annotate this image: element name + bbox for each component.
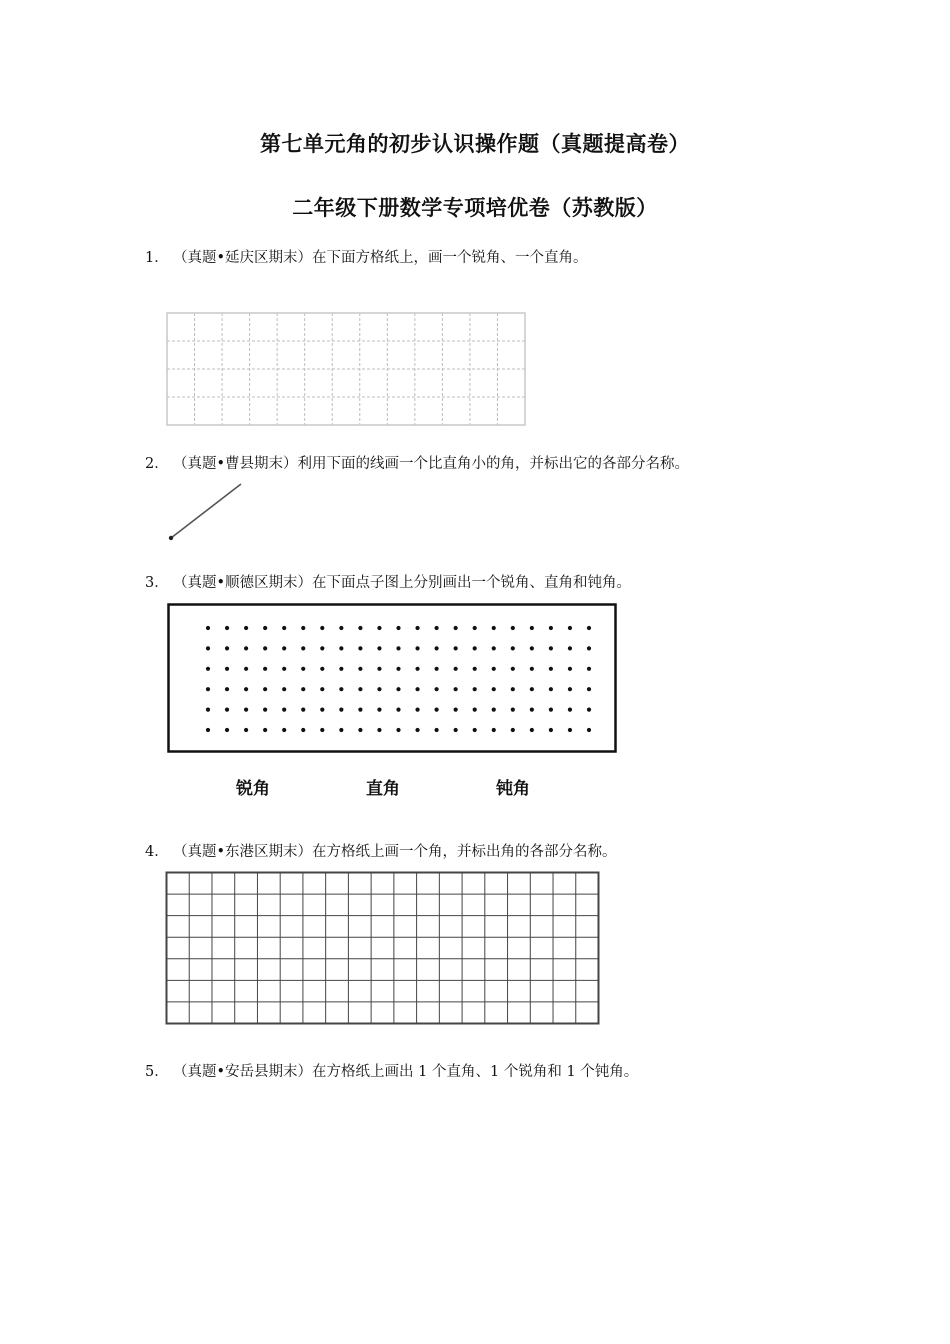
grid-dot[interactable] — [206, 626, 210, 630]
grid-dot[interactable] — [263, 646, 267, 650]
grid-dot[interactable] — [587, 667, 591, 671]
label-obtuse-angle: 钝角 — [496, 779, 530, 799]
grid-dot[interactable] — [454, 646, 458, 650]
grid-dot[interactable] — [225, 687, 229, 691]
grid-dot[interactable] — [339, 687, 343, 691]
grid-dot[interactable] — [263, 708, 267, 712]
grid-dot[interactable] — [282, 708, 286, 712]
grid-dot[interactable] — [301, 708, 305, 712]
question-5 — [145, 1060, 638, 1081]
grid-dot[interactable] — [263, 626, 267, 630]
grid-dot[interactable] — [244, 687, 248, 691]
grid-dot[interactable] — [473, 708, 477, 712]
grid-dot[interactable] — [549, 687, 553, 691]
grid-dot[interactable] — [301, 667, 305, 671]
grid-dot[interactable] — [320, 646, 324, 650]
question-text: （真题•顺德区期末）在下面点子图上分别画出一个锐角、直角和钝角。 — [173, 575, 632, 591]
grid-dot[interactable] — [358, 667, 362, 671]
grid-dot[interactable] — [244, 708, 248, 712]
grid-dot[interactable] — [568, 626, 572, 630]
dashed-grid-paper[interactable] — [166, 312, 526, 426]
grid-dot[interactable] — [225, 646, 229, 650]
grid-dot[interactable] — [454, 667, 458, 671]
question-number: 3． — [145, 575, 169, 591]
grid-dot[interactable] — [396, 667, 400, 671]
grid-dot[interactable] — [320, 667, 324, 671]
grid-dot[interactable] — [339, 646, 343, 650]
grid-dot[interactable] — [530, 687, 534, 691]
grid-dot[interactable] — [301, 626, 305, 630]
grid-dot[interactable] — [358, 728, 362, 732]
grid-dot[interactable] — [206, 667, 210, 671]
grid-dot[interactable] — [282, 667, 286, 671]
grid-dot[interactable] — [511, 626, 515, 630]
grid-dot[interactable] — [415, 687, 419, 691]
grid-dot[interactable] — [473, 687, 477, 691]
grid-dot[interactable] — [511, 708, 515, 712]
grid-dot[interactable] — [396, 687, 400, 691]
dot-grid-border — [169, 605, 616, 752]
grid-dot[interactable] — [473, 626, 477, 630]
grid-dot[interactable] — [206, 687, 210, 691]
label-right-angle: 直角 — [366, 779, 400, 799]
grid-dot[interactable] — [377, 728, 381, 732]
question-text: （真题•曹县期末）利用下面的线画一个比直角小的角，并标出它的各部分名称。 — [173, 456, 690, 472]
grid-dot[interactable] — [282, 646, 286, 650]
grid-dot[interactable] — [415, 708, 419, 712]
question-2 — [145, 452, 689, 473]
square-grid-paper[interactable] — [165, 871, 600, 1025]
grid-dot[interactable] — [282, 626, 286, 630]
question-3 — [145, 571, 631, 592]
grid-dot[interactable] — [473, 728, 477, 732]
grid-dot[interactable] — [206, 708, 210, 712]
grid-dot[interactable] — [225, 708, 229, 712]
grid-dot[interactable] — [454, 687, 458, 691]
grid-dot[interactable] — [320, 687, 324, 691]
grid-dot[interactable] — [492, 708, 496, 712]
question-number: 4． — [145, 844, 169, 860]
grid-dot[interactable] — [339, 728, 343, 732]
page-title: 第七单元角的初步认识操作题（真题提高卷） — [260, 132, 690, 156]
grid-dot[interactable] — [396, 728, 400, 732]
grid-dot[interactable] — [206, 728, 210, 732]
grid-dot[interactable] — [320, 728, 324, 732]
grid-dot[interactable] — [415, 728, 419, 732]
grid-dot[interactable] — [320, 708, 324, 712]
question-text: （真题•安岳县期末）在方格纸上画出 1 个直角、1 个锐角和 1 个钝角。 — [173, 1064, 639, 1080]
ray-endpoint — [169, 536, 173, 540]
grid-dot[interactable] — [454, 708, 458, 712]
grid-dot[interactable] — [568, 667, 572, 671]
grid-dot[interactable] — [435, 687, 439, 691]
grid-dot[interactable] — [396, 646, 400, 650]
grid-dot[interactable] — [530, 626, 534, 630]
grid-dot[interactable] — [568, 728, 572, 732]
grid-dot[interactable] — [435, 626, 439, 630]
grid-dot[interactable] — [549, 708, 553, 712]
grid-dot[interactable] — [435, 708, 439, 712]
grid-dot[interactable] — [282, 687, 286, 691]
dot-grid[interactable] — [167, 603, 617, 753]
grid-dot[interactable] — [377, 646, 381, 650]
grid-dot[interactable] — [396, 626, 400, 630]
grid-dot[interactable] — [435, 646, 439, 650]
grid-dot[interactable] — [492, 667, 496, 671]
grid-dot[interactable] — [587, 626, 591, 630]
question-4 — [145, 840, 617, 861]
label-acute-angle: 锐角 — [236, 779, 270, 799]
grid-dot[interactable] — [301, 646, 305, 650]
grid-dot[interactable] — [282, 728, 286, 732]
grid-dot[interactable] — [339, 667, 343, 671]
grid-dot[interactable] — [492, 646, 496, 650]
grid-dot[interactable] — [568, 646, 572, 650]
question-number: 5． — [145, 1064, 169, 1080]
grid-dot[interactable] — [587, 728, 591, 732]
question-text: （真题•延庆区期末）在下面方格纸上，画一个锐角、一个直角。 — [173, 250, 588, 266]
grid-border — [167, 313, 525, 425]
grid-dot[interactable] — [358, 708, 362, 712]
grid-dot[interactable] — [244, 728, 248, 732]
grid-dot[interactable] — [225, 626, 229, 630]
grid-dot[interactable] — [225, 728, 229, 732]
grid-dot[interactable] — [530, 667, 534, 671]
grid-dot[interactable] — [587, 646, 591, 650]
grid-dot[interactable] — [358, 646, 362, 650]
grid-dot[interactable] — [415, 646, 419, 650]
grid-dot[interactable] — [530, 708, 534, 712]
grid-dot[interactable] — [492, 626, 496, 630]
grid-dot[interactable] — [225, 667, 229, 671]
grid-dot[interactable] — [492, 728, 496, 732]
grid-dot[interactable] — [549, 667, 553, 671]
grid-dot[interactable] — [511, 687, 515, 691]
ray-line-figure[interactable] — [160, 478, 250, 548]
grid-dot[interactable] — [244, 667, 248, 671]
grid-dot[interactable] — [377, 708, 381, 712]
grid-dot[interactable] — [263, 667, 267, 671]
grid-dot[interactable] — [320, 626, 324, 630]
grid-dot[interactable] — [587, 708, 591, 712]
grid-dot[interactable] — [358, 687, 362, 691]
grid-dot[interactable] — [530, 728, 534, 732]
grid-dot[interactable] — [549, 626, 553, 630]
grid-dot[interactable] — [530, 646, 534, 650]
grid-dot[interactable] — [415, 626, 419, 630]
grid-dot[interactable] — [263, 728, 267, 732]
grid-border — [167, 873, 599, 1024]
grid-dot[interactable] — [568, 708, 572, 712]
grid-dot[interactable] — [568, 687, 572, 691]
grid-dot[interactable] — [435, 728, 439, 732]
grid-dot[interactable] — [301, 728, 305, 732]
question-number: 1． — [145, 250, 169, 266]
grid-dot[interactable] — [454, 728, 458, 732]
grid-dot[interactable] — [473, 667, 477, 671]
grid-dot[interactable] — [492, 687, 496, 691]
grid-dot[interactable] — [511, 646, 515, 650]
question-1 — [145, 246, 588, 267]
question-text: （真题•东港区期末）在方格纸上画一个角，并标出角的各部分名称。 — [173, 844, 617, 860]
ray-line — [171, 484, 241, 538]
grid-dot[interactable] — [435, 667, 439, 671]
grid-dot[interactable] — [473, 646, 477, 650]
question-number: 2． — [145, 456, 169, 472]
page-subtitle: 二年级下册数学专项培优卷（苏教版） — [292, 196, 658, 220]
grid-dot[interactable] — [339, 708, 343, 712]
grid-dot[interactable] — [454, 626, 458, 630]
grid-dot[interactable] — [415, 667, 419, 671]
grid-dot[interactable] — [377, 626, 381, 630]
grid-dot[interactable] — [339, 626, 343, 630]
grid-dot[interactable] — [263, 687, 267, 691]
grid-dot[interactable] — [358, 626, 362, 630]
grid-dot[interactable] — [511, 667, 515, 671]
grid-dot[interactable] — [244, 646, 248, 650]
grid-dot[interactable] — [206, 646, 210, 650]
grid-dot[interactable] — [244, 626, 248, 630]
grid-dot[interactable] — [396, 708, 400, 712]
grid-dot[interactable] — [511, 728, 515, 732]
grid-dot[interactable] — [377, 667, 381, 671]
grid-dot[interactable] — [549, 646, 553, 650]
grid-dot[interactable] — [301, 687, 305, 691]
grid-dot[interactable] — [549, 728, 553, 732]
grid-dot[interactable] — [587, 687, 591, 691]
grid-dot[interactable] — [377, 687, 381, 691]
